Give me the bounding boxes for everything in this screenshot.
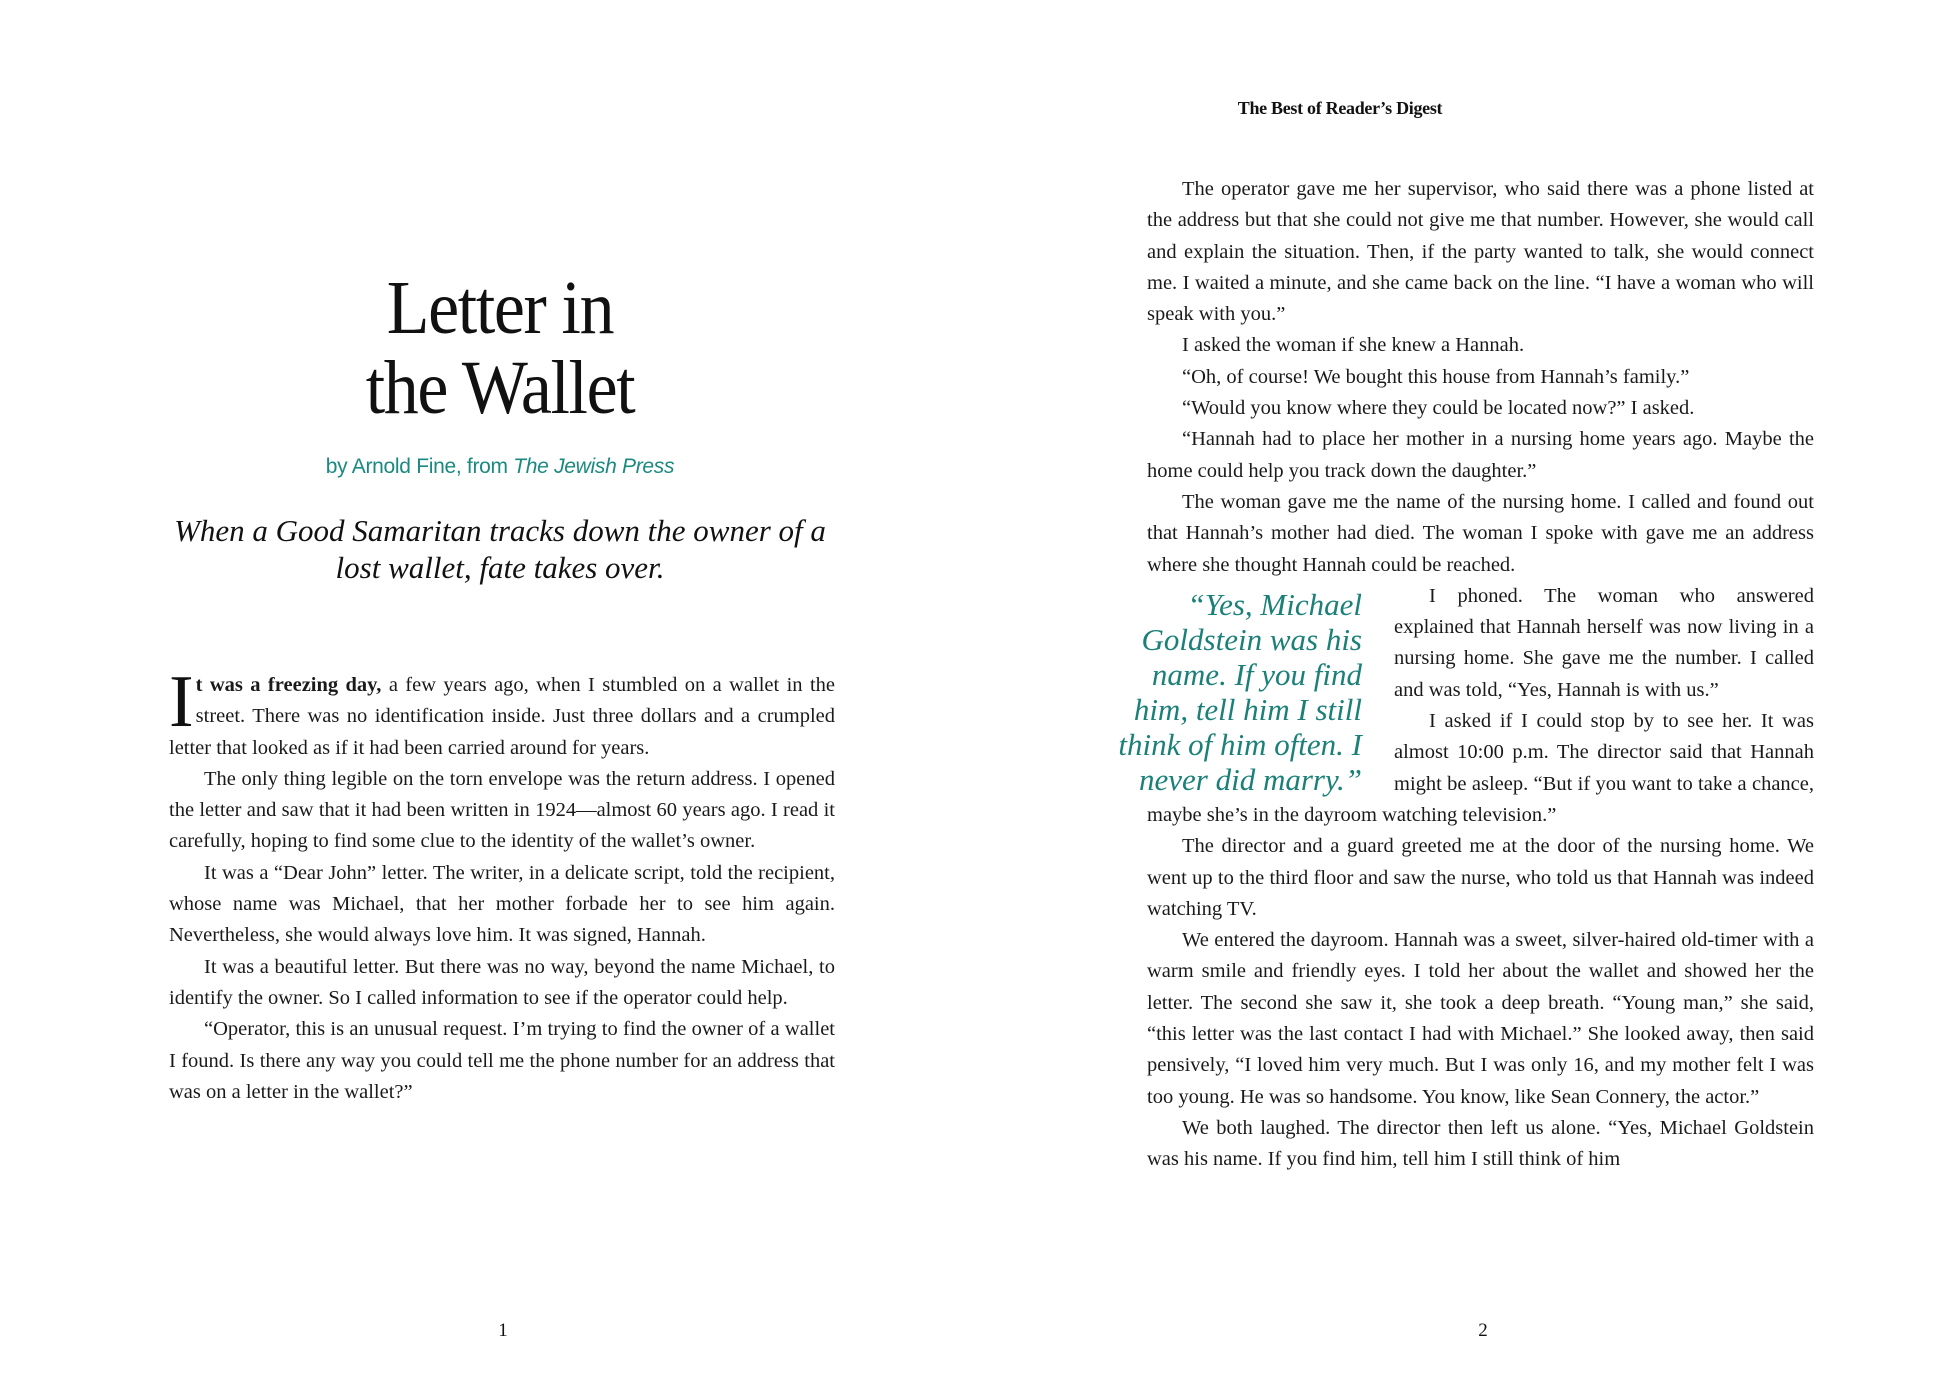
lead-text: a few years ago, when I stumbled on a wallet in the street. There was no identification inside. Just three dollars and a crumpled letter that looked as if it had been carried around for years. (169, 674, 835, 759)
article-title (196, 268, 803, 428)
drop-cap: I (169, 661, 194, 743)
lead-in: t was a freezing day, (195, 674, 382, 696)
byline-author: by Arnold Fine, from (325, 455, 514, 478)
page-number: 1 (498, 1320, 508, 1341)
paragraph: “Would you know where they could be located now?” I asked. (1182, 397, 1695, 420)
pull-quote: “Yes, Michael Goldstein was his name. If you find him, tell him I still think of him often. I never did marry.” (1118, 586, 1362, 797)
paragraph: “Hannah had to place her mother in a nursing home years ago. Maybe the home could help you track down the daughter.” (1147, 428, 1814, 482)
byline (170, 455, 830, 479)
article-dek: When a Good Samaritan tracks down the owner of a lost wallet, fate takes over. (174, 513, 826, 585)
title-line-1: Letter in (386, 266, 614, 350)
paragraph: We entered the dayroom. Hannah was a sweet, silver-haired old-timer with a warm smile and friendly eyes. I told her about the wallet and showed her the letter. The second she saw it, she took a deep breath. “Young man,” she said, “this letter was the last contact I had with Michael.” She looked away, then said pensively, “I loved him very much. But I was only 16, and my mother felt I was too young. He was so handsome. You know, like Sean Connery, the actor.” (1147, 929, 1814, 1108)
paragraph: The only thing legible on the torn envelope was the return address. I opened the letter and saw that it had been written in 1924—almost 60 years ago. I read it carefully, hoping to find some clue to the identity of the wallet’s owner. (169, 767, 835, 853)
byline-source: The Jewish Press (513, 455, 675, 478)
paragraph: The woman gave me the name of the nursing home. I called and found out that Hannah’s mother had died. The woman I spoke with gave me an address where she thought Hannah could be reached. (1147, 490, 1814, 576)
paragraph: I asked the woman if she knew a Hannah. (1182, 334, 1525, 357)
paragraph: We both laughed. The director then left us alone. “Yes, Michael Goldstein was his name. If you find him, tell him I still think of him (1147, 1116, 1814, 1171)
paragraph: It was a beautiful letter. But there was no way, beyond the name Michael, to identify the owner. So I called information to see if the operator could help. (169, 955, 835, 1009)
paragraph: “Operator, this is an unusual request. I’m trying to find the owner of a wallet I found. Is there any way you could tell me the phone number for an address that was on a letter in the wallet?” (169, 1018, 835, 1103)
right-body-column (1118, 174, 1814, 1176)
paragraph: “Oh, of course! We bought this house from Hannah’s family.” (1182, 365, 1690, 388)
paragraph: The director and a guard greeted me at the door of the nursing home. We went up to the third floor and saw the nurse, who told us that Hannah was indeed watching TV. (1147, 835, 1814, 920)
paragraph: I asked if I could stop by to see her. It was almost 10:00 p.m. The director said that Hannah might be asleep. “But if you want to take a chance, maybe she’s in the dayroom watching television.” (1147, 710, 1814, 826)
running-head: The Best of Reader’s Digest (1237, 98, 1443, 118)
title-line-2: the Wallet (365, 346, 635, 430)
page-number: 2 (1478, 1320, 1488, 1341)
paragraph: It was a “Dear John” letter. The writer, in a delicate script, told the recipient, whose name was Michael, that her mother forbade her to see him again. Nevertheless, she would always love him. It was signed, Hannah. (169, 861, 835, 947)
paragraph: The operator gave me her supervisor, who said there was a phone listed at the address but that she could not give me that number. However, she would call and explain the situation. Then, if the party wanted to talk, she would connect me. I waited a minute, and she came back on the line. “I have a woman who will speak with you.” (1147, 178, 1814, 326)
paragraph: I phoned. The woman who answered explained that Hannah herself was now living in a nursing home. She gave me the number. I called and was told, “Yes, Hannah is with us.” (1394, 584, 1814, 701)
left-body-column (169, 661, 835, 1108)
lead-paragraph (169, 661, 835, 764)
